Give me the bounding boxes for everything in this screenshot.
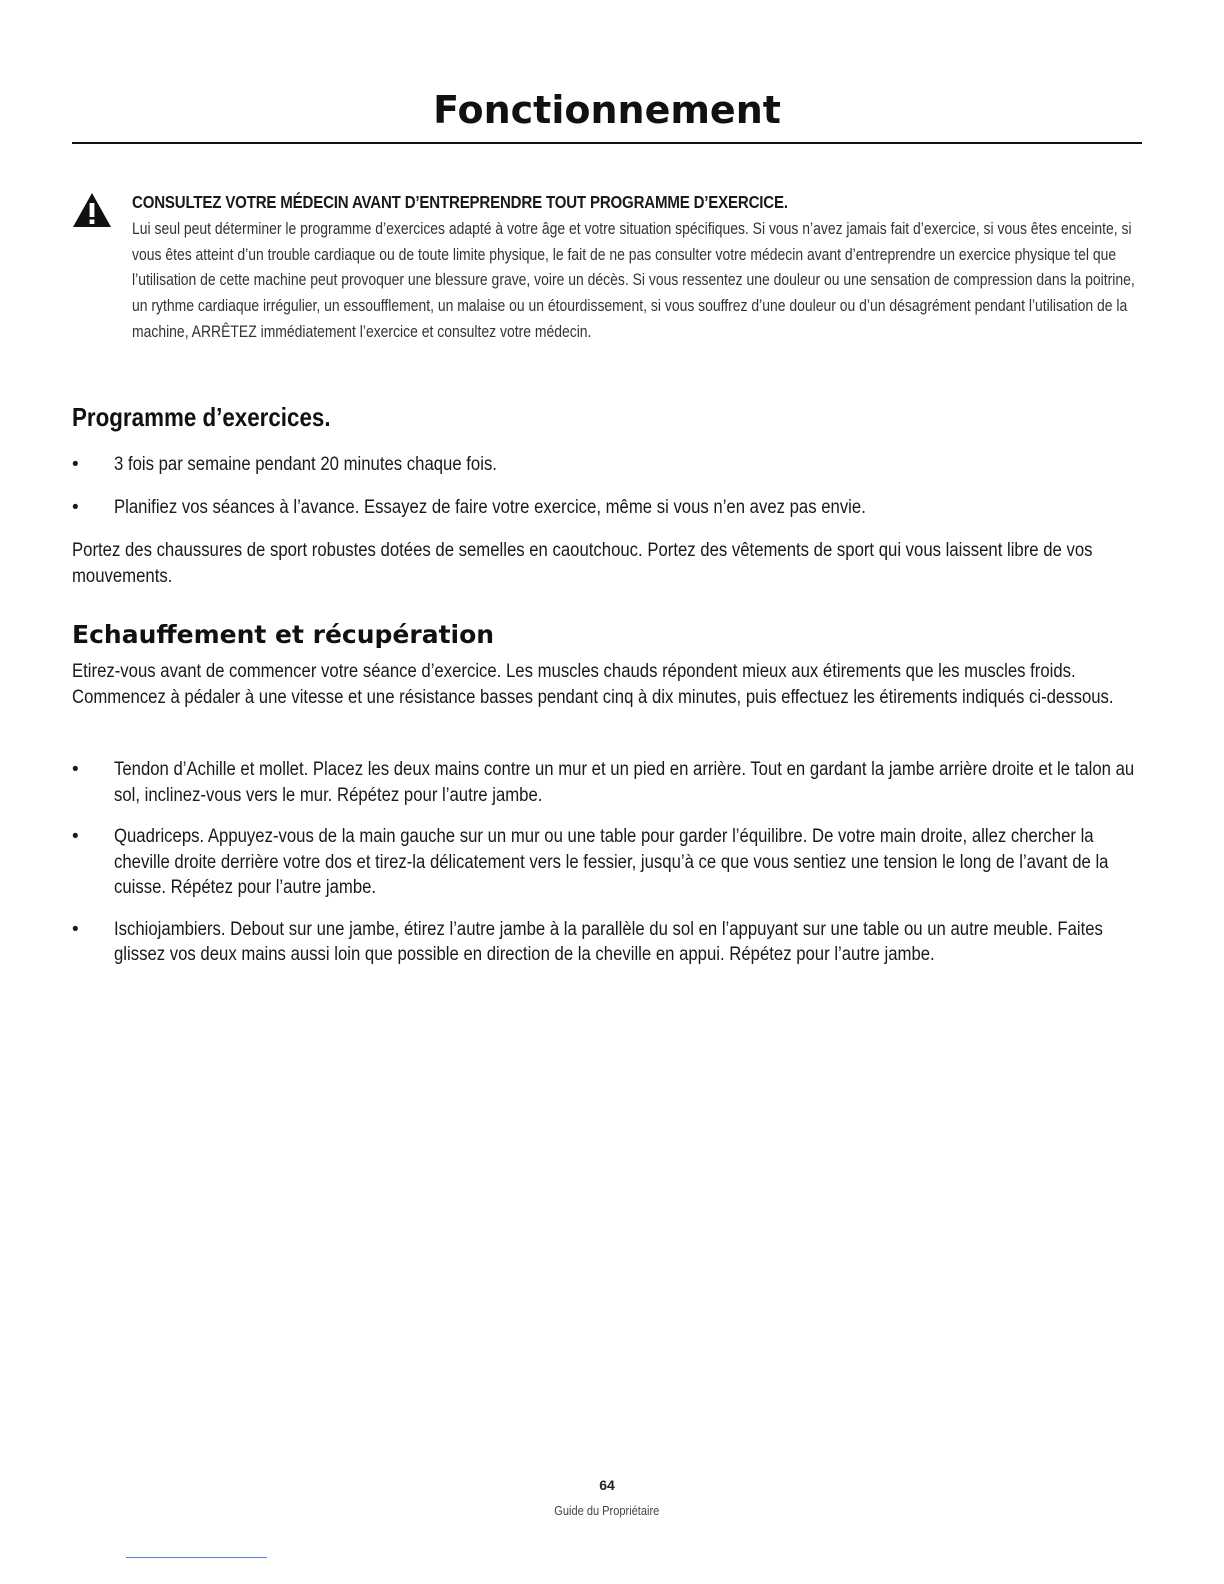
warning-triangle-icon xyxy=(72,192,112,228)
list-item xyxy=(72,452,1142,478)
programme-bullet-list xyxy=(72,452,1142,537)
list-item xyxy=(72,495,1142,521)
page-title: Fonctionnement xyxy=(433,88,781,132)
section-heading-warmup: Echauffement et récupération xyxy=(72,620,495,649)
programme-paragraph: Portez des chaussures de sport robustes dotées de semelles en caoutchouc. Portez des vêtements de sport qui vous laissent libre de vos mouvements. xyxy=(72,540,1093,587)
bullet-icon: • xyxy=(72,826,79,847)
warning-heading: CONSULTEZ VOTRE MÉDECIN AVANT D’ENTREPRENDRE TOUT PROGRAMME D’EXERCICE. xyxy=(132,192,788,212)
title-divider xyxy=(72,142,1142,144)
list-item xyxy=(72,757,1142,808)
bullet-icon: • xyxy=(72,454,79,475)
warning-block xyxy=(72,190,1142,345)
footer-guide-label: Guide du Propriétaire xyxy=(554,1503,660,1518)
bullet-icon: • xyxy=(72,496,79,518)
bottom-link-underline xyxy=(126,1557,267,1558)
list-item-text: 3 fois par semaine pendant 20 minutes chaque fois. xyxy=(114,454,497,475)
bullet-icon: • xyxy=(72,918,79,940)
list-item-text: Ischiojambiers. Debout sur une jambe, étirez l’autre jambe à la parallèle du sol en l’appuyant sur une table ou un autre meuble. Faites glissez vos deux mains aussi loin que possible en direction de la cheville en appui. Répétez pour l’autre jambe. xyxy=(114,918,1103,965)
page-number: 64 xyxy=(599,1477,615,1493)
list-item xyxy=(72,917,1142,968)
list-item-text: Planifiez vos séances à l’avance. Essayez de faire votre exercice, même si vous n’en avez pas envie. xyxy=(114,496,866,518)
list-item xyxy=(72,824,1142,901)
list-item-text: Quadriceps. Appuyez-vous de la main gauche sur un mur ou une table pour garder l’équilibre. De votre main droite, allez chercher la cheville droite derrière votre dos et tirez-la délicatement vers le fessier, jusqu’à ce que vous sentiez une tension le long de l’avant de la cuisse. Répétez pour l’autre jambe. xyxy=(114,826,1109,898)
warmup-paragraph: Etirez-vous avant de commencer votre séance d’exercice. Les muscles chauds répondent mieux aux étirements que les muscles froids. Commencez à pédaler à une vitesse et une résistance basses pendant cinq à dix minutes, puis effectuez les étirements indiqués ci-dessous. xyxy=(72,661,1114,708)
warmup-bullet-list xyxy=(72,757,1142,984)
section-heading-programme: Programme d’exercices. xyxy=(72,402,331,432)
footer-guide-text xyxy=(0,1502,1214,1520)
list-item-text: Tendon d’Achille et mollet. Placez les deux mains contre un mur et un pied en arrière. Tout en gardant la jambe arrière droite et le talon au sol, inclinez-vous vers le mur. Répétez pour l’autre jambe. xyxy=(114,759,1135,806)
warning-body: Lui seul peut déterminer le programme d’exercices adapté à votre âge et votre situation spécifiques. Si vous n’avez jamais fait d’exercice, si vous êtes enceinte, si vous êtes atteint d’un trouble cardiaque ou de toute limite physique, le fait de ne pas consulter votre médecin avant d’entreprendre un exercice physique tel que l’utilisation de cette machine peut provoquer une blessure grave, voire un décès. Si vous ressentez une douleur ou une sensation de compression dans la poitrine, un rythme cardiaque irrégulier, un essoufflement, un malaise ou un étourdissement, si vous souffrez d’une douleur ou d’un désagrément pendant l’utilisation de la machine, ARRÊTEZ immédiatement l’exercice et consultez votre médecin. xyxy=(132,219,1135,341)
bullet-icon: • xyxy=(72,759,79,780)
